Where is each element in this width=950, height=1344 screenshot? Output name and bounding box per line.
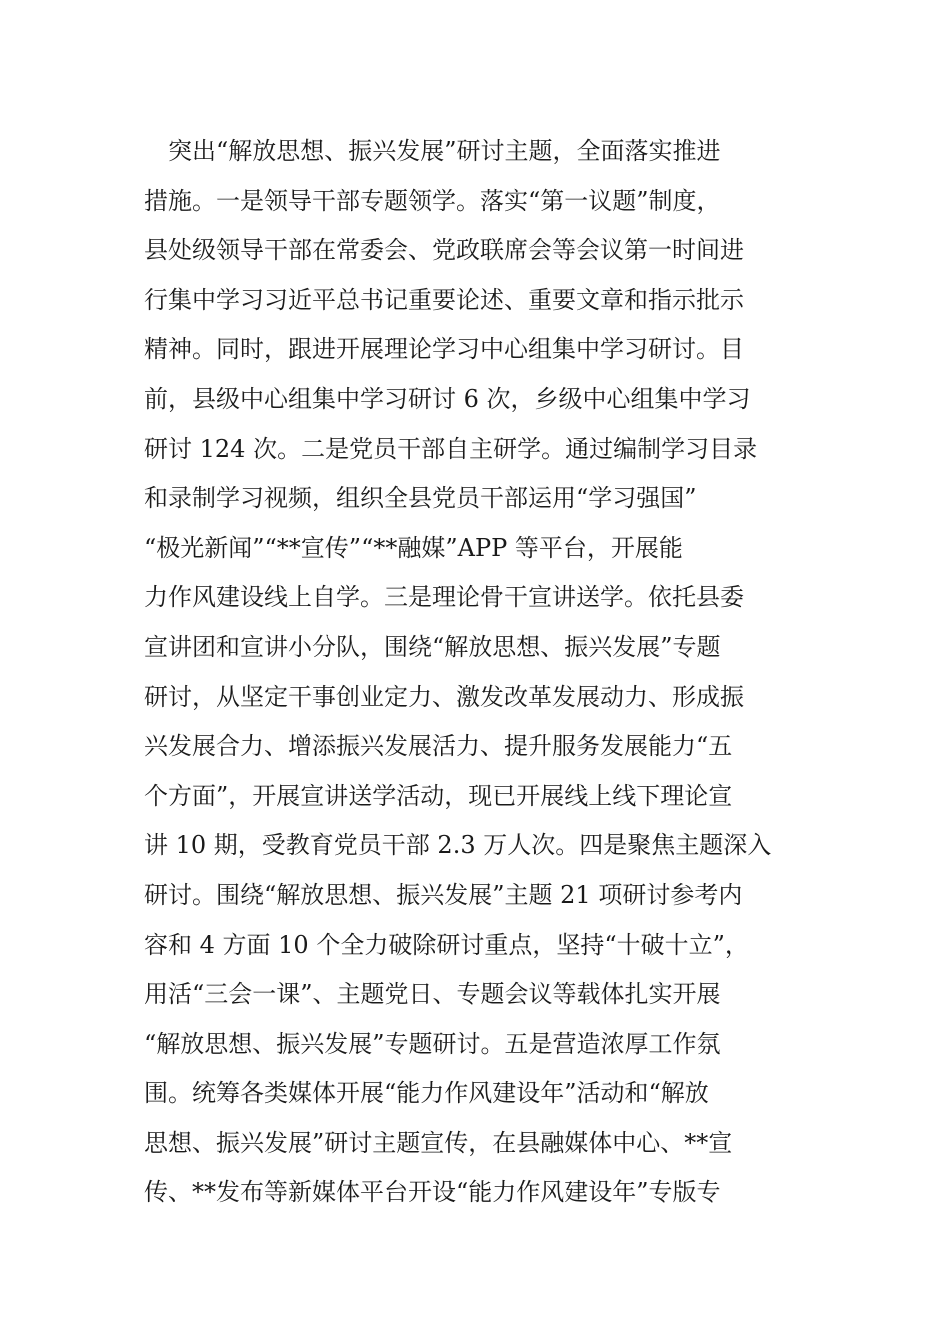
text-line: 突出“解放思想、振兴发展”研讨主题，全面落实推进: [144, 137, 721, 165]
text-line: 措施。一是领导干部专题领学。落实“第一议题”制度，: [144, 186, 721, 215]
text-line: 精神。同时，跟进开展理论学习中心组集中学习研讨。目: [144, 335, 744, 364]
text-line: 传、**发布等新媒体平台开设“能力作风建设年”专版专: [144, 1178, 721, 1207]
text-line: 力作风建设线上自学。三是理论骨干宣讲送学。依托县委: [144, 583, 744, 612]
text-line: 宣讲团和宣讲小分队，围绕“解放思想、振兴发展”专题: [144, 632, 721, 661]
text-line: 个方面”，开展宣讲送学活动，现已开展线上线下理论宣: [144, 781, 733, 810]
text-line: 和录制学习视频，组织全县党员干部运用“学习强国”: [144, 484, 697, 513]
text-line: 行集中学习习近平总书记重要论述、重要文章和指示批示: [144, 285, 744, 314]
text-line: 讲 10 期，受教育党员干部 2.3 万人次。四是聚焦主题深入: [144, 831, 772, 860]
text-line: 县处级领导干部在常委会、党政联席会等会议第一时间进: [144, 236, 744, 265]
text-line: 研讨 124 次。二是党员干部自主研学。通过编制学习目录: [144, 434, 758, 463]
text-line: 思想、振兴发展”研讨主题宣传，在县融媒体中心、**宣: [144, 1128, 733, 1157]
text-line: 研讨，从坚定干事创业定力、激发改革发展动力、形成振: [144, 682, 744, 711]
text-line: 围。统筹各类媒体开展“能力作风建设年”活动和“解放: [144, 1079, 709, 1108]
text-line: 容和 4 方面 10 个全力破除研讨重点，坚持“十破十立”，: [144, 930, 749, 959]
text-line: 研讨。围绕“解放思想、振兴发展”主题 21 项研讨参考内: [144, 880, 743, 909]
text-line: 用活“三会一课”、主题党日、专题会议等载体扎实开展: [144, 980, 721, 1009]
text-line: “极光新闻”“**宣传”“**融媒”APP 等平台，开展能: [144, 533, 683, 562]
text-line: 前，县级中心组集中学习研讨 6 次，乡级中心组集中学习: [144, 384, 751, 413]
text-line: “解放思想、振兴发展”专题研讨。五是营造浓厚工作氛: [144, 1029, 721, 1058]
text-line: 兴发展合力、增添振兴发展活力、提升服务发展能力“五: [144, 732, 733, 761]
body-paragraph: [144, 127, 814, 1218]
